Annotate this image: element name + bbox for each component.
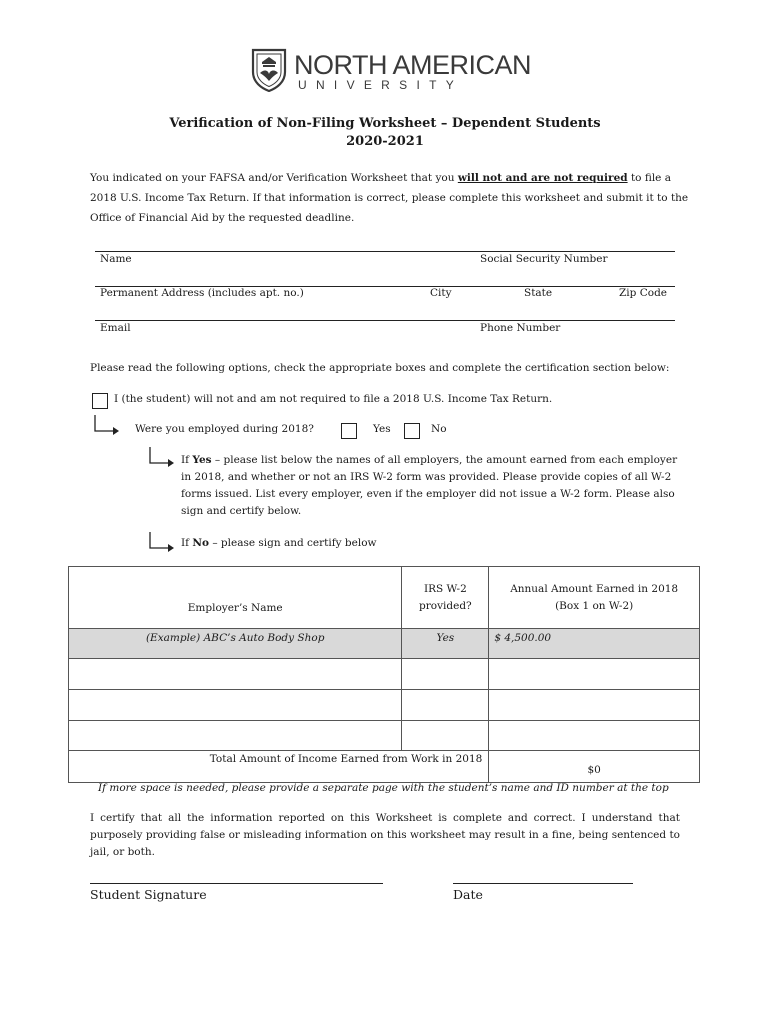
w2-cell[interactable] <box>402 721 489 751</box>
no-label: No <box>431 423 447 435</box>
w2-cell[interactable] <box>402 659 489 690</box>
example-w2: Yes <box>402 629 489 659</box>
total-row <box>69 751 700 783</box>
w2-cell[interactable] <box>402 690 489 721</box>
student-nonfiler-label: I (the student) will not and am not required to file a 2018 U.S. Income Tax Return. <box>114 393 553 405</box>
if-no-keyword: No <box>192 537 209 549</box>
table-row <box>69 721 700 751</box>
employer-name-cell[interactable] <box>69 721 402 751</box>
employer-name-cell[interactable] <box>69 659 402 690</box>
university-name: NORTH AMERICAN <box>294 50 532 80</box>
student-nonfiler-checkbox[interactable] <box>92 393 108 409</box>
intro-paragraph <box>90 168 690 228</box>
intro-text-2: to file a 2018 U.S. Income Tax Return. If that information is correct, please complete this worksheet and submit it to the Office of Financial Aid by the requested deadline. <box>90 172 689 224</box>
arrow-icon <box>147 531 177 555</box>
if-yes-instructions: If Yes – please list below the names of all employers, the amount earned from each employer in 2018, and whether or not an IRS W-2 form was provided. Please provide copies of all W-2 forms issued. List every employer, even if the employer did not issue a W-2 form. Please also sign and certify below. <box>181 454 678 517</box>
table-row <box>69 690 700 721</box>
employer-header: Employer’s Name <box>69 567 402 629</box>
address-label: Permanent Address (includes apt. no.) <box>100 287 304 299</box>
name-ssn-line[interactable] <box>95 251 675 252</box>
example-row <box>69 629 700 659</box>
award-year: 2020-2021 <box>346 134 424 149</box>
page-title: Verification of Non-Filing Worksheet – Dependent Students <box>169 116 601 131</box>
city-label: City <box>430 287 452 299</box>
phone-label: Phone Number <box>480 322 561 334</box>
total-value: $0 <box>489 751 700 783</box>
intro-emphasis: will not and are not required <box>457 172 628 184</box>
w2-header: IRS W-2 provided? <box>402 567 489 629</box>
amount-header: Annual Amount Earned in 2018 (Box 1 on W-2) <box>489 567 700 629</box>
arrow-icon <box>92 414 122 438</box>
arrow-icon <box>147 446 177 470</box>
if-no-instructions: If No – please sign and certify below <box>181 537 377 549</box>
date-line[interactable] <box>453 883 633 884</box>
yes-label: Yes <box>373 423 391 435</box>
amount-cell[interactable] <box>489 659 700 690</box>
email-phone-line[interactable] <box>95 320 675 321</box>
example-employer: (Example) ABC’s Auto Body Shop <box>69 629 402 659</box>
amount-cell[interactable] <box>489 690 700 721</box>
table-row <box>69 659 700 690</box>
amount-cell[interactable] <box>489 721 700 751</box>
university-subtitle: UNIVERSITY <box>298 78 464 92</box>
student-signature-label: Student Signature <box>90 887 207 902</box>
zip-label: Zip Code <box>619 287 668 299</box>
ssn-label: Social Security Number <box>480 253 608 265</box>
name-label: Name <box>100 253 132 265</box>
employer-name-cell[interactable] <box>69 690 402 721</box>
example-amount: $ 4,500.00 <box>489 629 700 659</box>
instructions-text: Please read the following options, check the appropriate boxes and complete the certification section below: <box>90 362 670 374</box>
university-shield-icon <box>250 48 288 92</box>
employer-table <box>68 566 700 783</box>
state-label: State <box>524 287 553 299</box>
email-label: Email <box>100 322 131 334</box>
date-label: Date <box>453 887 483 902</box>
intro-text-1: You indicated on your FAFSA and/or Verification Worksheet that you <box>90 172 458 184</box>
total-label: Total Amount of Income Earned from Work in 2018 <box>69 751 489 783</box>
table-header-row <box>69 567 700 629</box>
employed-question: Were you employed during 2018? <box>135 423 314 435</box>
if-yes-keyword: Yes <box>192 454 212 466</box>
employed-no-checkbox[interactable] <box>404 423 420 439</box>
more-space-note: If more space is needed, please provide a separate page with the student’s name and ID number at the top <box>98 782 669 794</box>
student-signature-line[interactable] <box>90 883 383 884</box>
certification-text: I certify that all the information reported on this Worksheet is complete and correct. I understand that purposely providing false or misleading information on this worksheet may result in a fine, being sentenced to jail, or both. <box>90 812 680 858</box>
employed-yes-checkbox[interactable] <box>341 423 357 439</box>
